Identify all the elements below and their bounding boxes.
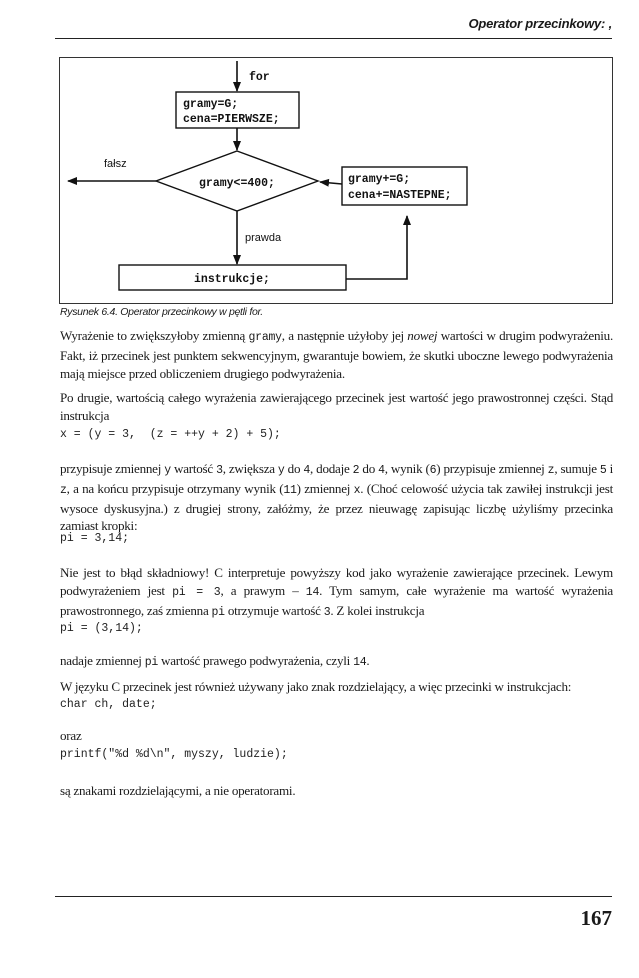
inline-code: pi	[211, 605, 225, 619]
paragraph-8: są znakami rozdzielającymi, a nie operatorami.	[60, 783, 296, 798]
flowchart-figure	[59, 57, 613, 304]
text: otrzymuje wartość	[224, 602, 324, 618]
text: nadaje zmiennej	[60, 653, 145, 668]
update-line-2: cena+=NASTEPNE;	[348, 189, 452, 202]
paragraph-5	[60, 652, 613, 672]
text: i	[606, 461, 614, 476]
paragraph-6: W języku C przecinek jest również używany jako znak rozdzielający, a więc przecinki w instrukcjach:	[60, 679, 572, 694]
text: . Tym samym, całe wyrażenie ma wartość wyrażenia prawostronnego, zaś zmienna	[60, 582, 613, 618]
loop-back-arrow	[346, 216, 407, 279]
inline-code: y	[164, 464, 171, 477]
text: do	[284, 461, 304, 476]
code-line-3: pi = (3,14);	[60, 622, 143, 635]
text: ) zmiennej	[296, 480, 354, 496]
body-text: instrukcje;	[194, 273, 270, 286]
inline-code: gramy	[248, 331, 282, 344]
update-line-1: gramy+=G;	[348, 173, 411, 186]
condition-text: gramy<=400;	[199, 177, 275, 190]
text: wartość prawego podwyrażenia, czyli	[158, 653, 354, 668]
paragraph-3	[60, 460, 613, 535]
code-line-5: printf("%d %d\n", myszy, ludzie);	[60, 748, 288, 761]
code-line-2: pi = 3,14;	[60, 532, 130, 545]
emphasis: nowej	[407, 328, 438, 343]
text: do	[359, 461, 379, 476]
inline-code: 3	[323, 605, 331, 619]
false-label: fałsz	[104, 158, 127, 170]
inline-code: 4	[303, 464, 311, 477]
text: przypisuje zmiennej	[60, 461, 165, 476]
inline-code: 11	[283, 483, 297, 497]
init-line-1: gramy=G;	[183, 98, 239, 111]
inline-code: z	[547, 464, 555, 477]
text: . (Choć celowość użycia tak zawiłej instrukcji jest wysoce dyskusyjna.) z drugiej strony, załóżmy, że przez nieuwagę zapisując liczbę użyliśmy przecinka zamiast kropki:	[60, 480, 613, 534]
code-line-1: x = (y = 3, (z = ++y + 2) + 5);	[60, 428, 281, 441]
inline-code: pi	[144, 656, 159, 669]
paragraph-7: oraz	[60, 728, 82, 743]
true-label: prawda	[245, 232, 282, 244]
page-number: 167	[580, 906, 612, 930]
inline-code: 14	[305, 585, 320, 599]
inline-code: 6	[429, 464, 437, 477]
inline-code: 3	[216, 464, 223, 477]
text: , zwiększa	[222, 461, 278, 476]
paragraph-4	[60, 564, 613, 621]
header-title: Operator przecinkowy: ,	[468, 16, 612, 31]
text: Wyrażenie to zwiększyłoby zmienną	[60, 328, 249, 343]
text: , wynik (	[384, 461, 430, 476]
inline-code: 4	[378, 464, 385, 477]
inline-code: 5	[599, 464, 607, 477]
paragraph-1	[60, 327, 613, 382]
text: , a następnie użyłoby jej	[281, 328, 408, 343]
update-to-condition-arrow	[320, 182, 342, 184]
text: , dodaje	[310, 461, 353, 476]
flowchart	[60, 58, 612, 303]
paragraph-2: Po drugie, wartością całego wyrażenia zawierającego przecinek jest wartość jego prawostronnej części. Stąd instrukcja	[60, 390, 613, 423]
inline-code: 2	[352, 464, 360, 477]
for-label: for	[249, 71, 270, 84]
figure-caption: Rysunek 6.4. Operator przecinkowy w pętli for.	[60, 306, 263, 318]
text: wartości w drugim podwyrażeniu. Fakt, iż przecinek jest punktem sekwencyjnym, gwarantuje bowiem, że skutki uboczne lewego podwyrażenia mają miejsce przed obliczeniem drugiego podwyrażenia.	[60, 328, 613, 381]
text: , sumuje	[554, 461, 600, 476]
text: .	[366, 653, 370, 668]
inline-code: x	[353, 483, 361, 497]
text: Nie jest to błąd składniowy! C interpretuje powyższy kod jako wyrażenie zawierające przecinek. Lewym podwyrażeniem jest	[60, 565, 613, 598]
text: . Z kolei instrukcja	[330, 602, 425, 618]
footer-rule	[55, 896, 612, 897]
text: , a prawym –	[220, 582, 306, 598]
inline-code: y	[277, 464, 285, 477]
code-line-4: char ch, date;	[60, 698, 157, 711]
running-header	[55, 12, 612, 39]
init-line-2: cena=PIERWSZE;	[183, 113, 280, 126]
inline-code: z	[60, 483, 67, 497]
text: ) przypisuje zmiennej	[436, 461, 548, 476]
text: wartość	[170, 461, 217, 476]
inline-code: 14	[353, 656, 367, 669]
inline-code: pi = 3	[172, 585, 221, 599]
text: , a na końcu przypisuje otrzymany wynik (	[66, 480, 284, 496]
